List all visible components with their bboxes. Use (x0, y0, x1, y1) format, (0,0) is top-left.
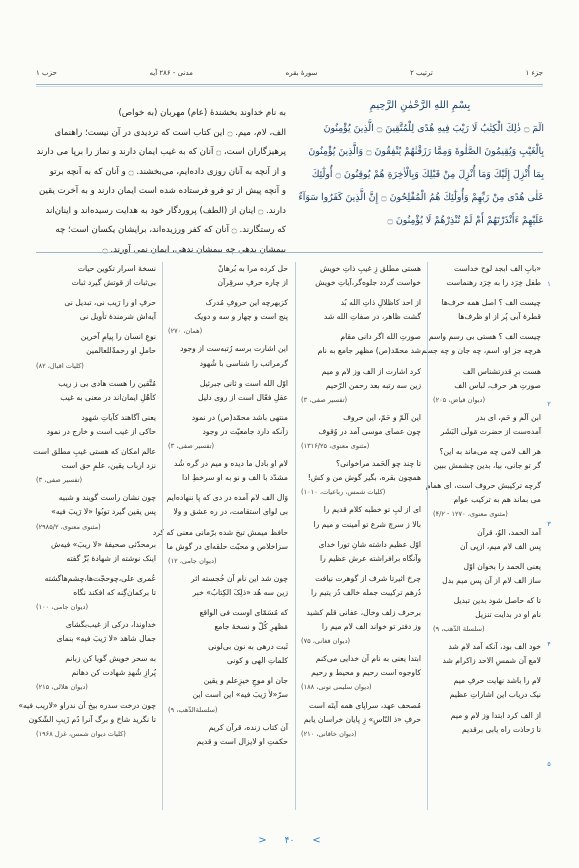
verse-line: وآنگاه برافراشته عرش عظیم را (320, 553, 421, 563)
verse-line: حاملِ او رحمةٌللعالمین (86, 346, 156, 356)
verse-line: تا که حاصل شود بدین تبدیل (453, 595, 541, 605)
verse-line: پس الف لام میم، ازپی آن (460, 541, 541, 551)
source-citation: (کلیات دیوان شمس، غزل ۱۹۶۸) (36, 729, 126, 738)
verse-line: قطرهٔ آبی پُر از او ظرف‌ها (458, 312, 541, 322)
column-divider (427, 262, 428, 810)
translation-line: دارند. ۝ اینان از (الطف) پروردگار خود به هدایت رسیده‌اند و اینان‌اند (45, 205, 286, 216)
source-citation: (دیوان جامی، ۱۲) (168, 556, 217, 565)
commentary-column-2 (301, 262, 421, 810)
verse-line: به سحر خویش گویا کن زبانم (65, 654, 156, 664)
commentary-column-3 (152, 262, 288, 810)
verse-line: ابتدا یعنی به نام آن خدایی می‌کنم (315, 654, 421, 664)
verse-line: پس یقین گیرد توبُوا «لا رَیبَ فیه» (51, 507, 156, 517)
persian-translation (36, 104, 286, 260)
verse-marker: ۳ (547, 520, 551, 528)
source-citation: (مثنوی معنوی، ۱۲۷۰ - ۴/۲) (433, 510, 508, 519)
verse-line: عالم امکان که هستی غیبِ مطلق است (33, 447, 156, 457)
next-page-arrow-icon[interactable]: > (258, 835, 267, 846)
verse-line: کاَهْلِ ایمان‌اند در معنی به غیب (60, 392, 156, 402)
verse-line: حکمتِ او لایزال است و قدیم (196, 736, 288, 746)
verse-line: لام او بادل ما دیده و میم در گره شُد (174, 459, 288, 469)
arabic-line: بِالْغَيْبِ وَيُقِيمُونَ الصَّلٰوةَ وَمِمَّا رَزَقْنٰهُمْ يُنْفِقُونَ ۝ وَالَّذِينَ يُؤْمِنُونَ (308, 146, 544, 157)
verse-line: بی لوای استقامت، در ره عشق و ولا (173, 507, 288, 517)
verse-line: وَال الف لام آمده در دی که پا ننهاده‌ایم (166, 493, 288, 503)
verse-line: مَظهرِ کُلّ و نسخهٔ جامع (214, 622, 288, 632)
verse-line: هستی مطلق زِ غیبِ ذاتِ خویش (319, 264, 421, 273)
verse-line: اوّل عظیم داشته شانِ تورا خدای (318, 539, 421, 549)
translation-line: بیمشان بدهی چه بیمشان ندهی، ایمان نمی آورند. ۝ (102, 244, 286, 255)
verse-line: این اَلَمّ و حَمّ، این حروف (343, 412, 421, 422)
source-citation: (تفسیر صفی، ۳) (36, 476, 83, 485)
verse-line: کزبهرچه این حروفِ مُدرک (205, 298, 288, 308)
page-header (36, 66, 543, 80)
verse-line: چیست الف ؟ اصل همه حرف‌ها (441, 298, 541, 308)
verse-line: یعنی آگاهند کآیاتِ شهود (81, 412, 156, 422)
block-spacer (433, 737, 541, 743)
arabic-line: عَلٰى هُدًى مِنْ رَبِّهِمْ وَأُولٰٓئِكَ هُمُ الْمُفْلِحُونَ ۝ إِنَّ الَّذِينَ كَفَرُوا سَوَآءٌ (298, 192, 544, 203)
verse-line: گشت ظاهر، در صفاتِ الله شد (323, 312, 421, 322)
verse-line: گر تو جانی، بیا، بدین چشمش ببین (433, 461, 541, 471)
source-citation: (دیوان هلالی، ۲۱۵) (36, 683, 88, 692)
header-divider (36, 84, 543, 85)
verse-line: اینک نوشته از شهادهٔ بُرِّ گفته (66, 553, 156, 563)
verse-line: مُتَّقین را هست هادی بی ز ریب (58, 378, 156, 388)
sura-label: سورهٔ بقره (285, 69, 318, 77)
source-citation: (همان، ۲۷۰) (168, 327, 203, 336)
verse-marker: ۱ (547, 280, 551, 288)
column-divider (295, 262, 296, 810)
verse-line: جان او موجِ خیزِعلم و یقین (203, 676, 288, 686)
verse-line: «بابِ الف ابجد لوح خداست (453, 264, 541, 273)
verse-line: خداوندا، درکی از غیب‌بگشای (65, 620, 156, 630)
basmala: بِسْمِ اللهِ الرَّحْمٰنِ الرَّحِيمِ (369, 100, 471, 111)
verse-line: زآنکه دارد جامعیّت در وجود (202, 426, 288, 436)
source-citation: (مثنوی معنوی، ۲۹۸۵/۲) (36, 522, 101, 531)
page-number: ۴۰ (284, 835, 295, 846)
commentary-column-1 (421, 262, 541, 810)
verse-line: که مُسَمّای اوست فی الواقع (199, 607, 288, 617)
verse-line: حرفِ «ذ النّاسِ» زِ پایان خراسان یابم (303, 714, 421, 724)
verse-line: همچون بقره، بگیر گوش من و کش! (307, 473, 421, 483)
source-citation: (دیوان فغانی، ۷۵) (301, 637, 351, 646)
verse-line: طفل خِرَد را به خِرَد رهنماست (446, 278, 541, 288)
verse-line: چون نشان راست گویند و شبیه (58, 493, 156, 503)
translation-line: و از آنچه به آنان روزی داده‌ایم، می‌بخشند. ۝ و آنان که به آنچه برتو (49, 166, 286, 177)
verse-line: ثَبت درهی به نون بی‌لونی (208, 642, 288, 652)
verse-line: این اشارت برسه رُتبه‌ست از وجود (180, 344, 288, 354)
verse-line: دُرهم ترکیبت جمله خالف دُر یتیم را (311, 587, 421, 597)
source-citation: (سلسلة الذّهب، ۹) (433, 625, 485, 634)
verse-marker: ۵ (547, 760, 551, 768)
source-citation: (کلیات اقبال، ۸۲) (36, 361, 84, 370)
verse-line: ای از لبِ تو خطبه کلام قدیم را (323, 505, 421, 515)
verse-line: آن کتاب زنده، قرآن کریم (208, 722, 288, 732)
verse-line: اوّل الله است و ثانی جبرئیل (199, 378, 288, 388)
translation-line: الف، لام، میم. ۝ این کتاب است که تردیدی در آن نیست؛ راهنمای (54, 127, 286, 138)
arabic-text-block (296, 100, 544, 232)
verse-line: گرچه ترکیبش حروف است، ای همام (425, 481, 541, 491)
verse-line: پُرازِ شُهدِ شهادت کن دهانم (71, 668, 156, 678)
verse-line: کاوجوه است رحیم و محیط و رحیم (311, 668, 421, 678)
verse-marker: ۲ (547, 400, 551, 408)
verse-marker: ۴ (547, 640, 551, 648)
arabic-line: بِمَا أُنْزِلَ إِلَيْكَ وَمَا أُنْزِلَ مِنْ قَبْلِكَ وَبِالْاٰخِرَةِ هُمْ يُوقِنُونَ ۝ أُولٰٓئِكَ (311, 169, 544, 180)
verse-line: حرفِ او را رَیب نی، تبدیل نی (64, 298, 156, 308)
verse-line: می بماند هم به ترکیب عوام (453, 495, 541, 505)
block-spacer (168, 749, 288, 755)
verse-line: نیک دریاب این اشاراتِ عظیم (449, 690, 541, 700)
translation-line: پرهیزگاران است، ۝ آنان که به غیب ایمان دارند و نماز را برپا می دارند (36, 147, 286, 157)
source-citation: (تفسیر صفی، ۳) (301, 395, 348, 404)
verse-line: آمد الحمد، الوُ، قرآن (477, 527, 541, 537)
verse-line: هر الف لامی چه می‌ماند به این؟ (439, 447, 541, 457)
verse-line: تا چند چو اَلحَمد مراخوانی؟ (336, 459, 421, 469)
verse-line: کلماتِ الهی و کونی (226, 656, 288, 666)
verse-line: عقلِ فعّال است از روی دلیل (197, 392, 288, 402)
verse-line: مُصحف عهد، سراپای همه آیتَه است (309, 700, 421, 710)
verse-line: حافظ میمش تبخ شده برّمانی معنی که کرد (152, 527, 288, 537)
verse-line: تا برکمان‌گِنه که افکند نگاه (73, 587, 156, 597)
verse-line: از احد کاظلالِ ذاتِ الله بُد (340, 298, 421, 308)
verse-line: عُمری علی،چوحجّت‌ها،چشم‌ها‌گشته (44, 573, 156, 583)
verse-line: منتهی باشد محمّد(ص) در نمود (191, 412, 288, 422)
verse-line: حل کرده مرا به بُرهانْ (217, 264, 288, 273)
source-citation: (دیوان جامی، ۱۰۰) (36, 602, 89, 611)
source-citation: (دیوان سلیمی تونی، ۱۸۸) (301, 683, 372, 692)
verse-line: لامع آن شمسِ الاحد زاکرام شد (442, 656, 541, 666)
madani-label: مدنی - ۲۸۶ آیه (149, 69, 193, 77)
verse-line: بی‌ثبات از قوتش گیرد ثبات (71, 278, 156, 288)
verse-line: صورتِ هر حرف، لباس الف (454, 380, 541, 390)
arabic-line: عَلَيْهِمْ ءَأَنْذَرْتَهُمْ أَمْ لَمْ تُنْذِرْهُمْ لَا يُؤْمِنُونَ ۝ (387, 215, 544, 226)
verse-line: چون درخت سدره بیخ آن ندراو «لاریب فیه» (18, 700, 156, 710)
verse-line: جمال شاهد «لا رَیبَ فیه» بنمای (56, 634, 156, 644)
verse-line: سزاخلاص و محبّت حلقه‌ای در گوش ما (166, 541, 288, 551)
source-citation: (مثنوی معنوی، ۱۳۱۶/۲۵) (301, 442, 370, 451)
verse-line: لام را باشد نهایت حرفِ میم (453, 676, 541, 686)
verse-line: کرد اشارت از الف وز لام و میم (321, 366, 421, 376)
verse-line: از چاره حرفِ سرقِرآن (217, 278, 288, 288)
verse-line: چیست الف ؟ هستی بی رسم واسم (428, 332, 541, 342)
prev-page-arrow-icon[interactable]: < (312, 835, 321, 846)
verse-line: خود الف بود، آنکه آمد لام شد (448, 642, 541, 652)
verse-line: برمحدّثی صحیفهٔ «لا ریبَ» فیه‌ش (50, 539, 156, 549)
juz-label: جزء ۱ (525, 69, 543, 77)
translation-line: که رستگارند. ۝ آنان که کفر ورزیده‌اند، برایشان یکسان است؛ چه (55, 225, 286, 235)
verse-line: هست برِ قدرتشناس الف (462, 366, 541, 376)
source-citation: (دیوان قیاض، ۲۰۵) (433, 395, 486, 404)
source-citation: (تفسیر صفی، ۳) (168, 442, 215, 451)
source-citation: (سلسلةالذّهب، ۹) (168, 705, 218, 714)
verse-line: پنج است و چهار و سه و دویک (194, 312, 288, 322)
translation-line: به نام خداوند بخشندهٔ (عام) مهربان (به خواص) (118, 108, 286, 118)
verse-line: ساز الف لام از آن پس میم بدل (442, 575, 541, 585)
section-divider (36, 252, 543, 253)
verse-line: زین سه رتبه بعد رحمن الرّحیم (325, 380, 421, 390)
verse-line: وز دفتر تو خواند الف لام میم را (321, 622, 421, 632)
verse-line: شد محمّد(ص) مظهر جامع به نام (317, 346, 421, 356)
verse-line: چون عصای موسی آمد در وُقوف (318, 426, 421, 436)
verse-line: آیه‌اش شرمندهٔ تأویل نی (79, 312, 156, 322)
commentary-column-4 (18, 262, 156, 810)
translation-line: و آنچه پیش از تو فرو فرستاده شده است ایمان دارند و به آخرت یقین (39, 186, 286, 196)
verse-line: نزد ارباب یقین، علمِ حق است (61, 461, 156, 471)
verse-line: تا نگرید شاخ و برگ آنرا دُم زَیبِ الشّکون (28, 714, 156, 724)
verse-line: برحرف زلف وخال، عفانی قلم کشید (306, 607, 421, 617)
page-footer (0, 835, 579, 846)
arabic-line: الٓمٓ ۝ ذٰلِكَ الْكِتٰبُ لَا رَيْبَ فِيهِ هُدًى لِلْمُتَّقِينَ ۝ الَّذِينَ يُؤْمِنُونَ (323, 123, 544, 134)
verse-line: نوعِ انسان را پیامِ آخرین (80, 332, 156, 342)
verse-line: سرّ«لاٰ رَیبَ فیه» این است این (192, 690, 288, 700)
verse-line: صورتِ الله اگر دانی مقام (340, 332, 421, 342)
verse-line: تا رَحاذت راه یابی برقدیم (461, 724, 541, 734)
verse-line: زین سه هُد «ذلِکَ الکِتابُ» خبر (192, 587, 288, 597)
source-citation: (دیوان خاقانی، ۲۱۰) (301, 729, 357, 738)
tartib-label: ترتیب ۲ (410, 69, 433, 77)
verse-line: چون شد این نام آن خُجسته اثر (191, 573, 288, 583)
verse-line: از الف کرد ابتدا وز لام و میم (450, 710, 541, 720)
verse-line: هرچه جز او، اسم، چه جان و چه جسم (421, 346, 541, 356)
verse-line: خواست گردد جلوه‌گر،آیاتِ خویش (315, 278, 421, 288)
verse-line: نسخهٔ اسرار تکوین حیات (77, 264, 156, 273)
verse-line: ابن اَلَم و حَم، ای بدر (475, 412, 541, 422)
verse-line: یعنی الحمد را بخوان اوّل (463, 561, 541, 571)
verse-line: گرمراتب را شناسی با شُهود (199, 358, 288, 368)
header-divider-secondary (36, 86, 543, 87)
hizb-label: حزب ۱ (36, 69, 57, 77)
verse-line: حاکی از غیب است و خارج در نمود (46, 426, 156, 436)
verse-line: آمده‌ست از حضرت مَولَی البَشَر (440, 426, 541, 436)
verse-line: نام او در بدایت تنزیل (475, 609, 541, 619)
verse-line: مشدّد با الف و نو به او سرخطِ ادا (182, 473, 288, 483)
verse-line: بالا ز سرچ شرع تو اَمینت و میم را (313, 519, 421, 529)
column-divider (162, 262, 163, 810)
source-citation: (کلیات شمس، رباعیات، ۱۰۱۰) (301, 488, 386, 497)
verse-line: چرخ اثیرتا شرف از گوهرت نیافت (315, 573, 421, 583)
